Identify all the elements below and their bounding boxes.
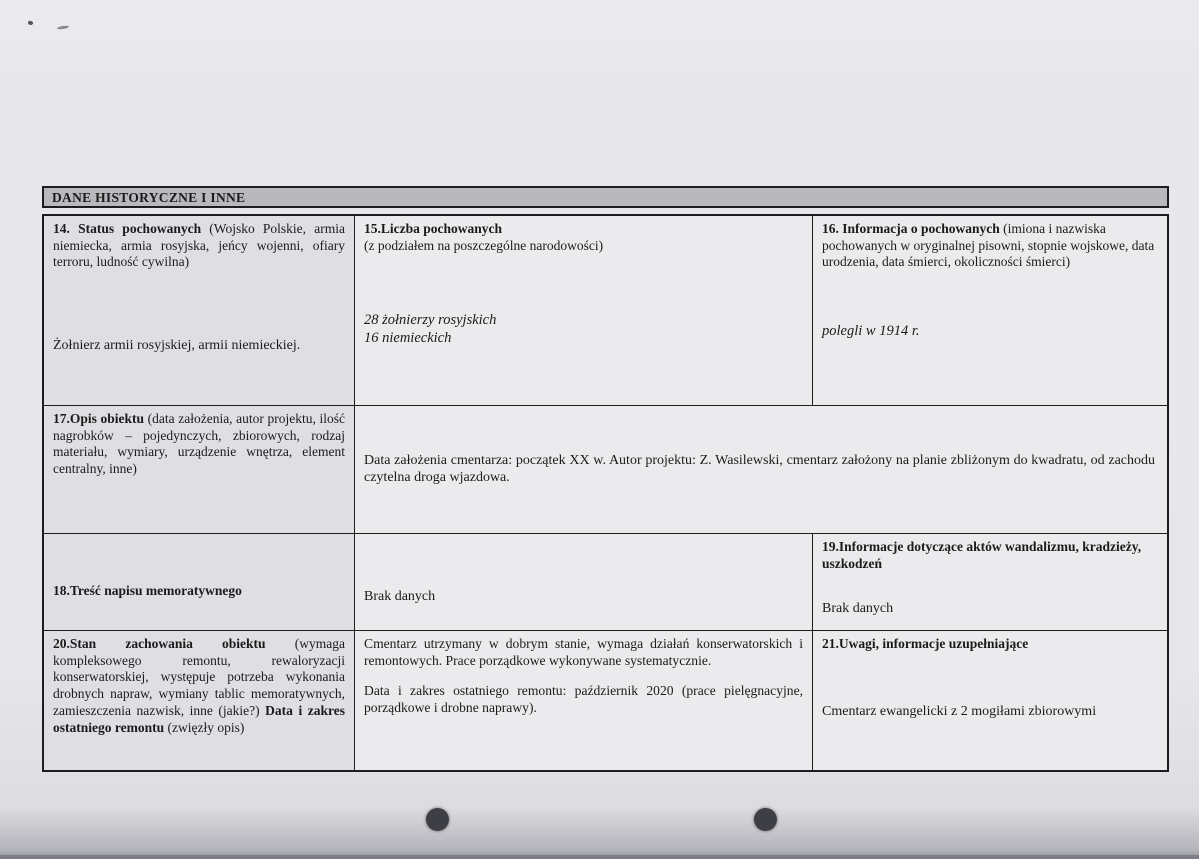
- field-17-title: 17.Opis obiektu: [53, 411, 145, 426]
- pen-mark: [27, 20, 33, 25]
- field-21-uwagi: [813, 631, 1167, 770]
- pen-mark: [57, 25, 69, 30]
- field-19-title: 19.Informacje dotyczące aktów wandalizmu, kradzieży, uszkodzeń: [822, 539, 1142, 571]
- field-14-label: [53, 221, 345, 271]
- field-19-label: [822, 539, 1158, 572]
- field-15-label: [364, 221, 803, 254]
- field-20-title: 20.Stan zachowania obiektu: [53, 636, 266, 651]
- field-15-liczba-pochowanych: [355, 216, 813, 406]
- historical-data-table: [42, 214, 1169, 772]
- field-17-label: [53, 411, 345, 478]
- field-15-subtitle: (z podziałem na poszczególne narodowości): [364, 237, 604, 253]
- hole-punch-left: [426, 808, 449, 831]
- field-14-subtitle: (Wojsko Polskie, armia niemiecka, armia rosyjska, jeńcy wojenni, ofiary terroru, ludność cywilna): [53, 221, 345, 270]
- field-17-value: Data założenia cmentarza: początek XX w. Autor projektu: Z. Wasilewski, cmentarz założony na planie zbliżonym do kwadratu, od zachodu czytelna droga wjazdowa.: [364, 452, 1155, 485]
- field-18-tresc-napisu: [44, 534, 355, 631]
- field-17-subtitle: (data założenia, autor projektu, ilość nagrobków – pojedynczych, zbiorowych, rodzaj materiału, wymiary, urządzenie wnętrza, element centralny, inne): [53, 411, 345, 477]
- field-16-title: 16. Informacja o pochowanych: [822, 221, 1000, 236]
- field-21-title: 21.Uwagi, informacje uzupełniające: [822, 636, 1029, 651]
- field-17-opis-obiektu: [44, 406, 355, 534]
- section-header-text: DANE HISTORYCZNE I INNE: [52, 190, 246, 205]
- field-20-label: [53, 636, 345, 736]
- field-21-value: Cmentarz ewangelicki z 2 mogiłami zbiorowymi: [822, 703, 1097, 719]
- field-18-value-cell: [355, 534, 813, 631]
- field-14-title: 14. Status pochowanych: [53, 221, 202, 236]
- field-20-value-paragraph-2: Data i zakres ostatniego remontu: październik 2020 (prace pielęgnacyjne, porządkowe i drobne naprawy).: [364, 682, 803, 715]
- scan-bottom-edge: [0, 855, 1199, 859]
- field-19-wandalizm: [813, 534, 1167, 631]
- field-18-value: Brak danych: [364, 589, 436, 604]
- field-16-value: polegli w 1914 r.: [822, 323, 920, 340]
- field-18-label: [53, 583, 345, 600]
- field-18-title: 18.Treść napisu memoratywnego: [53, 583, 242, 598]
- field-20-value-paragraph-1: Cmentarz utrzymany w dobrym stanie, wymaga działań konserwatorskich i remontowych. Prace porządkowe wykonywane systematycznie.: [364, 636, 803, 668]
- field-17-value-cell: [355, 406, 1167, 534]
- field-15-value: [364, 312, 803, 348]
- field-16-label: [822, 221, 1158, 271]
- field-20-subtitle-2: (zwięzły opis): [164, 719, 245, 735]
- field-16-informacja-o-pochowanych: [813, 216, 1167, 406]
- field-15-value-line-2: 16 niemieckich: [364, 330, 452, 347]
- field-20-value-cell: [355, 631, 813, 770]
- section-header: [42, 186, 1169, 208]
- field-19-value: Brak danych: [822, 601, 894, 617]
- field-20-subtitle: (wymaga kompleksowego remontu, rewaloryzacji konserwatorskiej, występuje potrzeba wykonania drobnych napraw, wymiany tablic memoratywnych, zamieszczenia nazwisk, inne (jakie?): [53, 636, 345, 718]
- field-15-title: 15.Liczba pochowanych: [364, 221, 503, 236]
- field-14-value: Żołnierz armii rosyjskiej, armii niemieckiej.: [53, 338, 301, 354]
- field-20-stan-zachowania: [44, 631, 355, 770]
- field-14-status-pochowanych: [44, 216, 355, 406]
- field-16-subtitle: (imiona i nazwiska pochowanych w oryginalnej pisowni, stopnie wojskowe, data urodzenia, data śmierci, okoliczności śmierci): [822, 221, 1155, 270]
- field-20-title-2: Data i zakres ostatniego remontu: [53, 702, 345, 735]
- hole-punch-right: [754, 808, 777, 831]
- field-15-value-line-1: 28 żołnierzy rosyjskich: [364, 312, 497, 329]
- field-21-label: [822, 636, 1158, 653]
